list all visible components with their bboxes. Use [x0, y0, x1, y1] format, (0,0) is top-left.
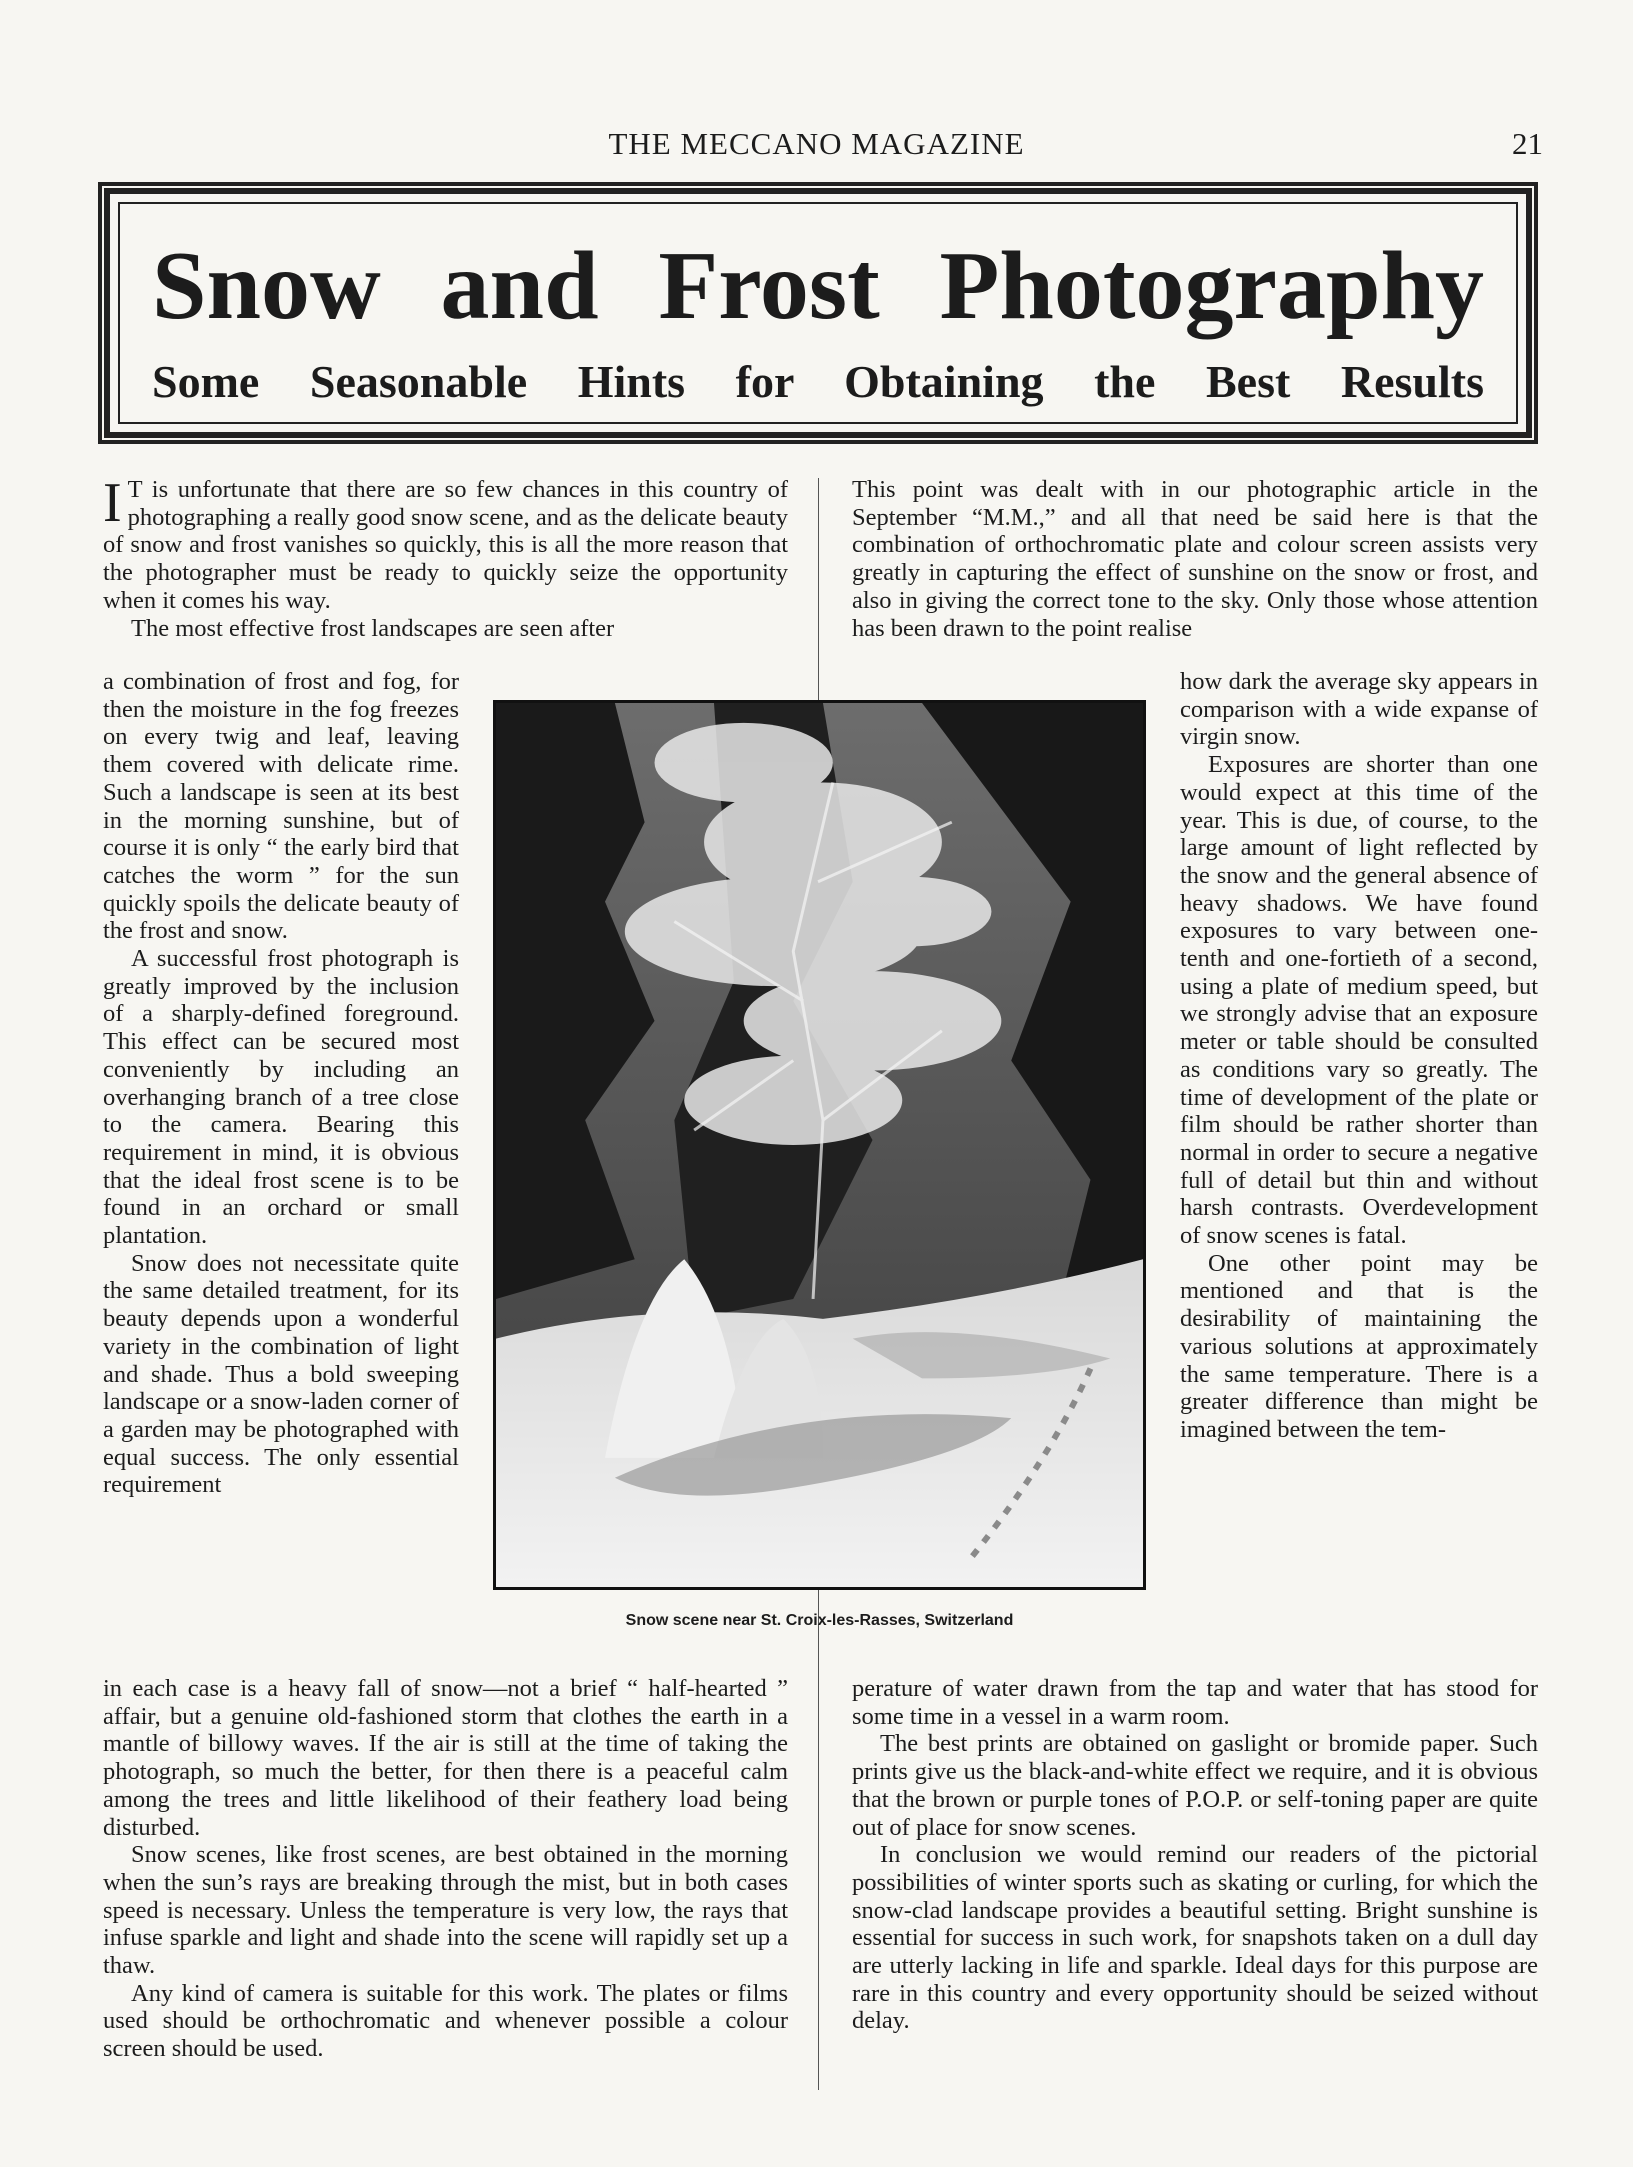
- paragraph: Snow does not necessitate quite the same detailed treatment, for its beauty depends upon a wonderful variety in the combination of light and shade. Thus a bold sweeping landscape or a snow-laden corner of a garden may be photographed with equal success. The only essential requirement: [103, 1249, 459, 1499]
- page-header: [0, 120, 1633, 170]
- snow-scene-illustration: [496, 703, 1143, 1587]
- paragraph: I T is unfortunate that there are so few chances in this country of photographing a really good snow scene, and as the delicate beauty of snow and frost vanishes so quickly, this is all the more reason that the photographer must be ready to quickly seize the opportunity when it comes his way.: [103, 472, 788, 614]
- paragraph: how dark the average sky appears in comparison with a wide expanse of virgin snow.: [1180, 668, 1538, 751]
- paragraph: perature of water drawn from the tap and water that has stood for some time in a vessel in a warm room.: [852, 1675, 1538, 1730]
- paragraph: in each case is a heavy fall of snow—not a brief “ half-hearted ” affair, but a genuine old-fashioned storm that clothes the earth in a mantle of billowy waves. If the air is still at the time of taking the photograph, so much the better, for then there is a peaceful calm among the trees and little likelihood of their feathery load being disturbed.: [103, 1675, 788, 1841]
- paragraph: The most effective frost landscapes are seen after: [131, 614, 615, 642]
- snow-scene-photo: [493, 700, 1146, 1590]
- right-column-top: [852, 476, 1538, 642]
- paragraph: In conclusion we would remind our readers of the pictorial possibilities of winter sports such as skating or curling, for which the snow-clad landscape provides a beautiful setting. Bright sunshine is essential for success in such work, for snapshots taken on a dull day are utterly lacking in life and sparkle. Ideal days for this purpose are rare in this country and every opportunity should be seized without delay.: [852, 1841, 1538, 2035]
- right-column-bottom: [852, 1675, 1538, 2035]
- drop-cap: I: [103, 472, 122, 534]
- paragraph: This point was dealt with in our photographic article in the September “M.M.,” and all that need be said here is that the combination of orthochromatic plate and colour screen assists very greatly in capturing the effect of sunshine on the snow or frost, and also in giving the correct tone to the sky. Only those whose attention has been drawn to the point realise: [852, 476, 1538, 642]
- paragraph: a combination of frost and fog, for then the moisture in the fog freezes on every twig and leaf, leaving them covered with delicate rime. Such a landscape is seen at its best in the morning sunshine, but of course it is only “ the early bird that catches the worm ” for the sun quickly spoils the delicate beauty of the frost and snow.: [103, 668, 459, 945]
- paragraph: Snow scenes, like frost scenes, are best obtained in the morning when the sun’s rays are breaking through the mist, but in both cases speed is necessary. Unless the temperature is very low, the rays that infuse sparkle and light and shade into the scene will rapidly set up a thaw.: [103, 1841, 788, 1980]
- journal-title: THE MECCANO MAGAZINE: [608, 126, 1025, 161]
- photo-caption: Snow scene near St. Croix-les-Rasses, Switzerland: [625, 1612, 1014, 1629]
- paragraph: A successful frost photograph is greatly improved by the inclusion of a sharply-defined foreground. This effect can be secured most conveniently by including an overhanging branch of a tree close to the camera. Bearing this requirement in mind, it is obvious that the ideal frost scene is to be found in an orchard or small plantation.: [103, 945, 459, 1250]
- paragraph: One other point may be mentioned and that is the desirability of maintaining the various solutions at approximately the same temperature. There is a greater difference than might be imagined between the tem-: [1180, 1249, 1538, 1443]
- left-column-narrow: [103, 668, 459, 1499]
- page-number: 21: [1512, 126, 1543, 161]
- paragraph: Any kind of camera is suitable for this work. The plates or films used should be orthochromatic and whenever possible a colour screen should be used.: [103, 1979, 788, 2063]
- article-subtitle: Some Seasonable Hints for Obtaining the Best Results: [152, 356, 1484, 407]
- article-title: Snow and Frost Photography: [152, 232, 1484, 340]
- left-column-top: [103, 472, 788, 642]
- paragraph: The best prints are obtained on gaslight or bromide paper. Such prints give us the black-and-white effect we require, and it is obvious that the brown or purple tones of P.O.P. or self-toning paper are quite out of place for snow scenes.: [852, 1730, 1538, 1841]
- right-column-narrow: [1180, 668, 1538, 1444]
- left-column-bottom: [103, 1675, 788, 2063]
- paragraph: Exposures are shorter than one would expect at this time of the year. This is due, of course, to the large amount of light reflected by the snow and the general absence of heavy shadows. We have found exposures to vary between one-tenth and one-fortieth of a second, using a plate of medium speed, but we strongly advise that an exposure meter or table should be consulted as conditions vary so greatly. The time of development of the plate or film should be rather shorter than normal in order to secure a negative full of detail but thin and without harsh contrasts. Overdevelopment of snow scenes is fatal.: [1180, 751, 1538, 1250]
- title-box: [98, 182, 1538, 444]
